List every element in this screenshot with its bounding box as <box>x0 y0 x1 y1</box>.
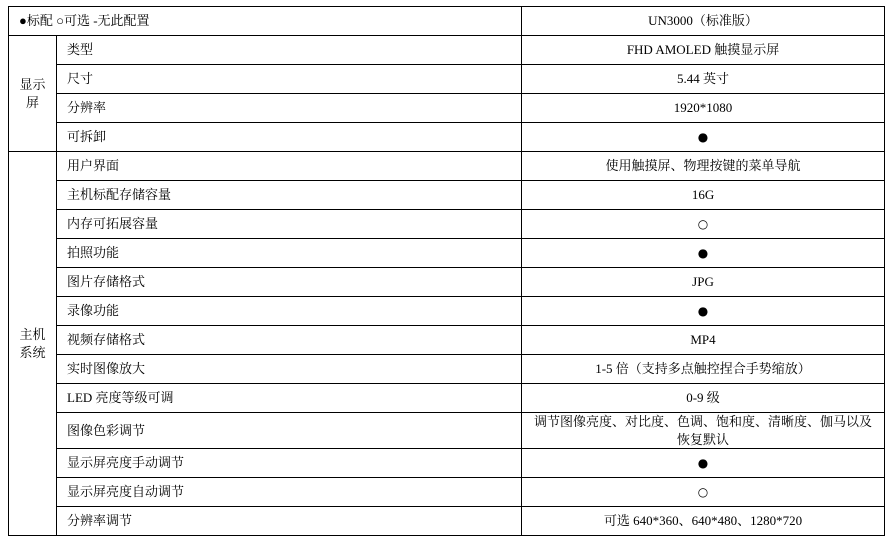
legend-cell: ●标配 ○可选 -无此配置 <box>9 7 522 36</box>
specification-table <box>8 6 885 536</box>
table-row <box>9 36 885 65</box>
item-value: 16G <box>522 181 885 210</box>
item-label: 可拆卸 <box>57 123 522 152</box>
group-label-line: 主机 <box>19 327 46 342</box>
item-label: 显示屏亮度手动调节 <box>57 449 522 478</box>
group-label-line: 屏 <box>25 94 39 110</box>
item-value: 可选 640*360、640*480、1280*720 <box>522 507 885 536</box>
item-value: ○ <box>522 210 885 239</box>
table-row <box>9 123 885 152</box>
item-label: 分辨率调节 <box>57 507 522 536</box>
item-value: ● <box>522 123 885 152</box>
item-label: 尺寸 <box>57 65 522 94</box>
item-label: 分辨率 <box>57 94 522 123</box>
item-value: FHD AMOLED 触摸显示屏 <box>522 36 885 65</box>
table-row <box>9 94 885 123</box>
group-label-line: 显示 <box>19 76 46 92</box>
item-value: 1-5 倍（支持多点触控捏合手势缩放） <box>522 355 885 384</box>
group-label-line: 系统 <box>19 344 46 360</box>
table-row <box>9 268 885 297</box>
table-row <box>9 210 885 239</box>
item-label: 用户界面 <box>57 152 522 181</box>
table-row <box>9 181 885 210</box>
item-label: 录像功能 <box>57 297 522 326</box>
table-row <box>9 413 885 449</box>
item-value: 使用触摸屏、物理按键的菜单导航 <box>522 152 885 181</box>
group-label-host-system <box>9 152 57 536</box>
item-label: 内存可拓展容量 <box>57 210 522 239</box>
item-value: 1920*1080 <box>522 94 885 123</box>
model-cell: UN3000（标准版） <box>522 7 885 36</box>
item-value: ● <box>522 297 885 326</box>
table-row <box>9 152 885 181</box>
item-label: 拍照功能 <box>57 239 522 268</box>
item-value: 0-9 级 <box>522 384 885 413</box>
table-row <box>9 239 885 268</box>
table-row <box>9 355 885 384</box>
item-label: 视频存储格式 <box>57 326 522 355</box>
table-row <box>9 384 885 413</box>
table-row <box>9 297 885 326</box>
item-value: MP4 <box>522 326 885 355</box>
item-label: 主机标配存储容量 <box>57 181 522 210</box>
item-value: ● <box>522 449 885 478</box>
item-value: 5.44 英寸 <box>522 65 885 94</box>
item-value: JPG <box>522 268 885 297</box>
table-header-row <box>9 7 885 36</box>
table-row <box>9 449 885 478</box>
item-label: 类型 <box>57 36 522 65</box>
table-row <box>9 65 885 94</box>
item-value: ○ <box>522 478 885 507</box>
item-label: 显示屏亮度自动调节 <box>57 478 522 507</box>
item-label: 实时图像放大 <box>57 355 522 384</box>
item-value: 调节图像亮度、对比度、色调、饱和度、清晰度、伽马以及恢复默认 <box>522 413 885 449</box>
item-label: 图片存储格式 <box>57 268 522 297</box>
item-label: LED 亮度等级可调 <box>57 384 522 413</box>
group-label-display <box>9 36 57 152</box>
item-label: 图像色彩调节 <box>57 413 522 449</box>
item-value: ● <box>522 239 885 268</box>
table-row <box>9 326 885 355</box>
table-row <box>9 478 885 507</box>
table-row <box>9 507 885 536</box>
